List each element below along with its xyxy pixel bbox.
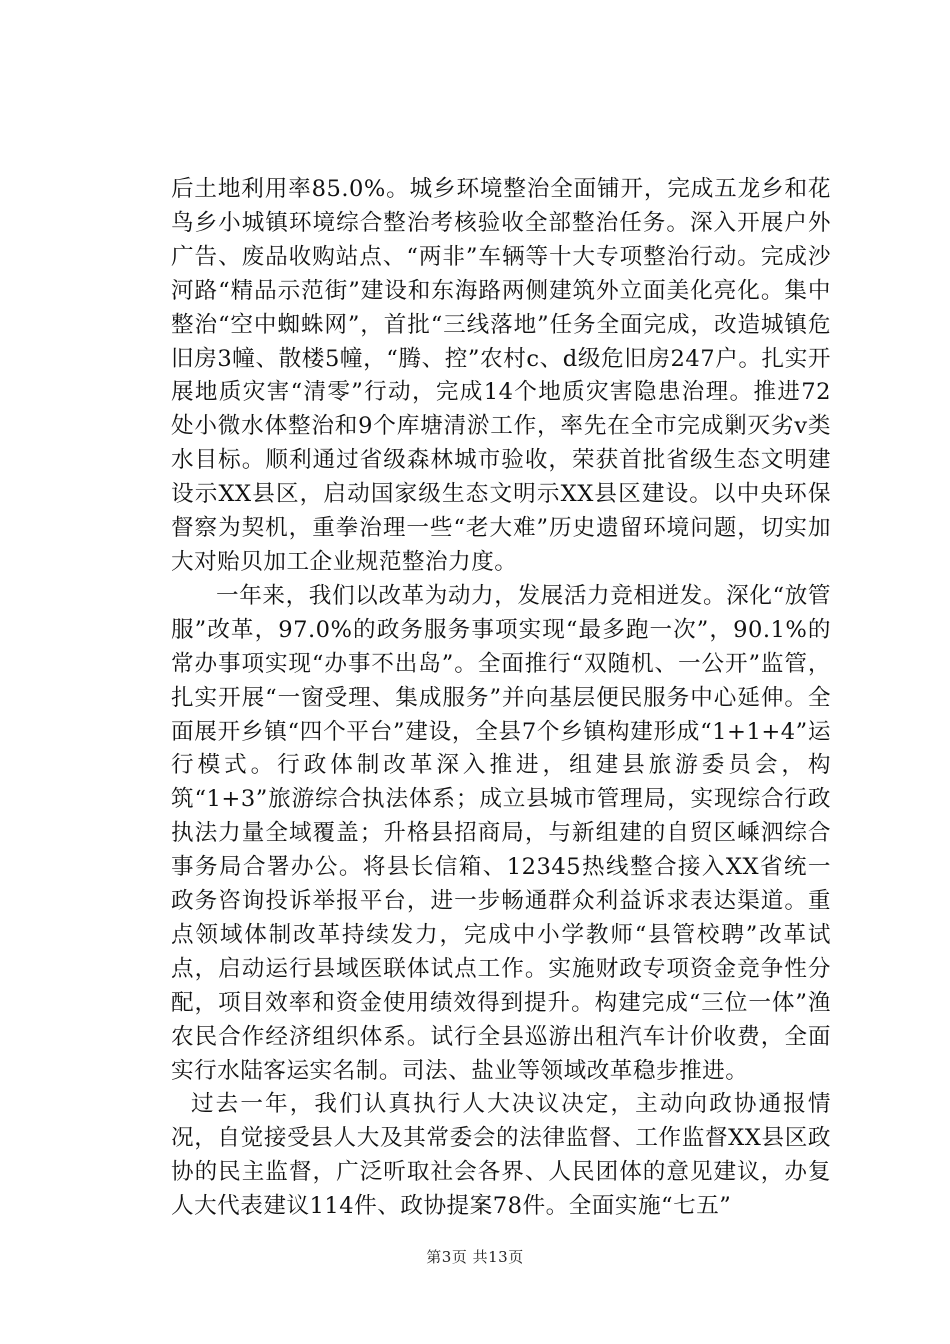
paragraph-supervision: 过去一年，我们认真执行人大决议决定，主动向政协通报情况，自觉接受县人大及其常委会的法律监督、工作监督XX县区政协的民主监督，广泛听取社会各界、人民团体的意见建议，办复人大代表建议114件、政协提案78件。全面实施“七五” xyxy=(171,1091,831,1220)
paragraph-reform: 一年来，我们以改革为动力，发展活力竞相迸发。深化“放管服”改革，97.0%的政务服务事项实现“最多跑一次”，90.1%的常办事项实现“办事不出岛”。全面推行“双随机、一公开”监管，扎实开展“一窗受理、集成服务”并向基层便民服务中心延伸。全面展开乡镇“四个平台”建设，全县7个乡镇构建形成“1+1+4”运行模式。行政体制改革深入推进，组建县旅游委员会，构筑“1+3”旅游综合执法体系；成立县城市管理局，实现综合行政执法力量全域覆盖；升格县招商局，与新组建的自贸区嵊泗综合事务局合署办公。将县长信箱、12345热线整合接入XX省统一政务咨询投诉举报平台，进一步畅通群众利益诉求表达渠道。重点领域体制改革持续发力，完成中小学教师“县管校聘”改革试点，启动运行县域医联体试点工作。实施财政专项资金竞争性分配，项目效率和资金使用绩效得到提升。构建完成“三位一体”渔农民合作经济组织体系。试行全县巡游出租汽车计价收费，全面实行水陆客运实名制。司法、盐业等领域改革稳步推进。 xyxy=(171,582,831,1084)
paragraph-environment: 后土地利用率85.0%。城乡环境整治全面铺开，完成五龙乡和花鸟乡小城镇环境综合整治考核验收全部整治任务。深入开展户外广告、废品收购站点、“两非”车辆等十大专项整治行动。完成沙河路“精品示范街”建设和东海路两侧建筑外立面美化亮化。集中整治“空中蜘蛛网”，首批“三线落地”任务全面完成，改造城镇危旧房3幢、散楼5幢，“腾、控”农村c、d级危旧房247户。扎实开展地质灾害“清零”行动，完成14个地质灾害隐患治理。推进72处小微水体整治和9个库塘清淤工作，率先在全市完成剿灭劣v类水目标。顺利通过省级森林城市验收，荣获首批省级生态文明建设示XX县区，启动国家级生态文明示XX县区建设。以中央环保督察为契机，重拳治理一些“老大难”历史遗留环境问题，切实加大对贻贝加工企业规范整治力度。 xyxy=(171,176,831,575)
page-number-footer: 第3页 共13页 xyxy=(426,1248,524,1266)
document-body xyxy=(171,173,831,1224)
